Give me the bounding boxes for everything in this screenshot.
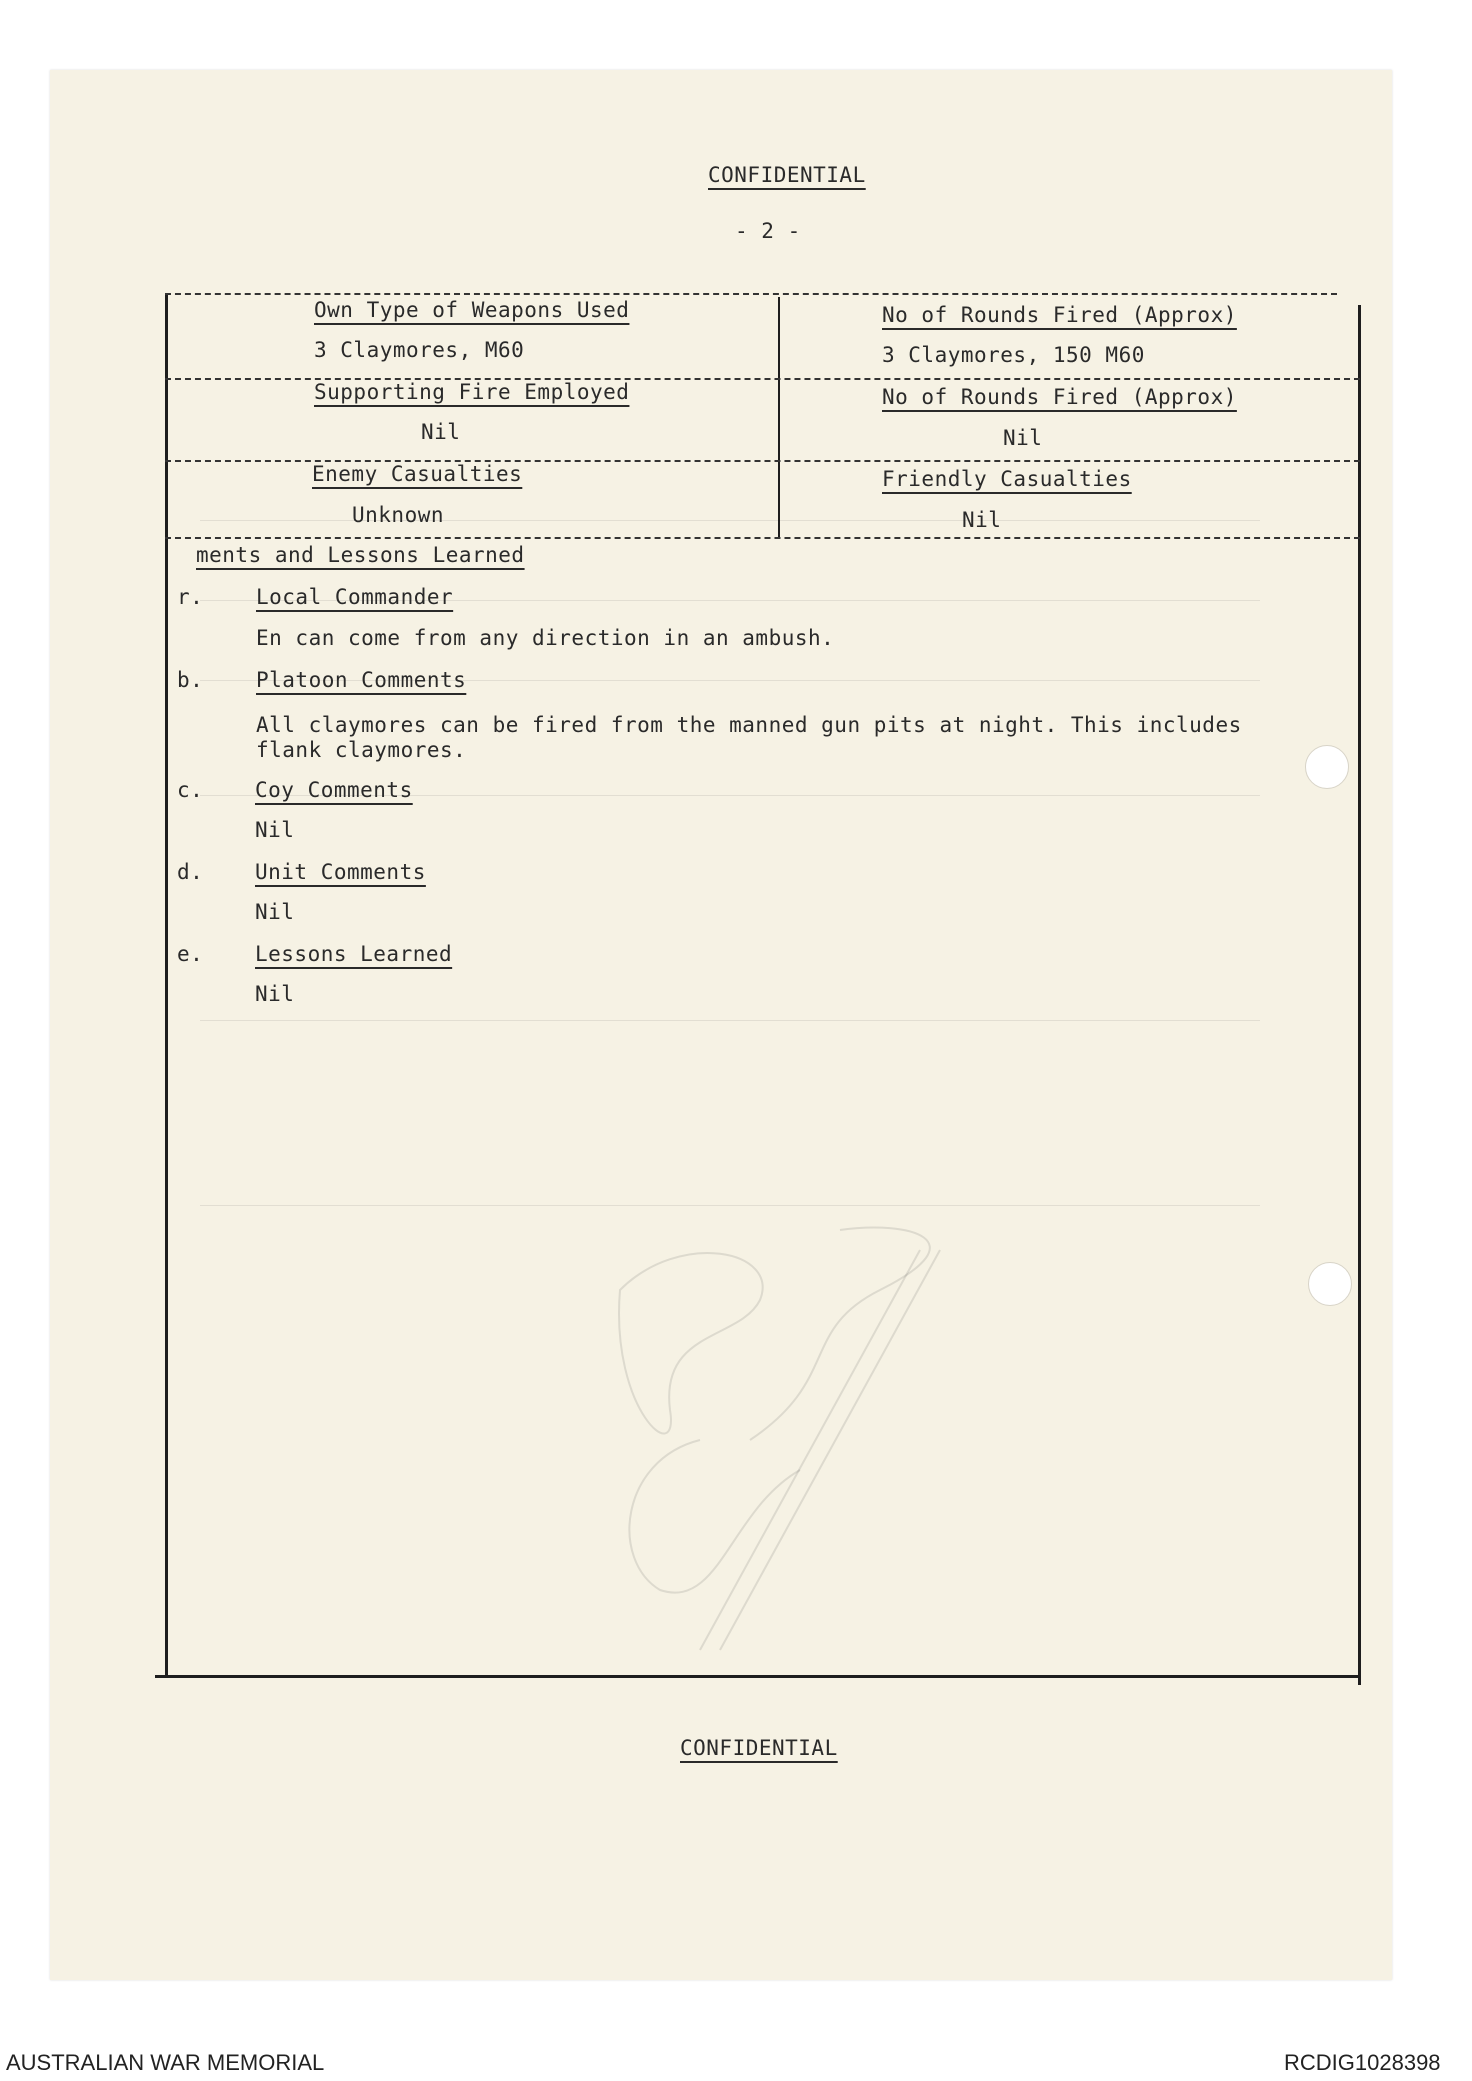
punch-hole xyxy=(1305,745,1349,789)
item-letter: r. xyxy=(177,585,204,609)
support-rounds-label: No of Rounds Fired (Approx) xyxy=(882,385,1237,409)
item-title: Platoon Comments xyxy=(256,668,467,692)
item-letter: d. xyxy=(177,860,204,884)
own-weapons-value: 3 Claymores, M60 xyxy=(314,338,525,362)
item-title: Unit Comments xyxy=(255,860,426,884)
own-weapons-label: Own Type of Weapons Used xyxy=(314,298,630,322)
page-number: - 2 - xyxy=(735,219,801,243)
supporting-fire-value: Nil xyxy=(421,420,461,444)
item-text: Nil xyxy=(255,982,295,1006)
rounds-fired-label: No of Rounds Fired (Approx) xyxy=(882,303,1237,327)
enemy-casualties-value: Unknown xyxy=(352,503,445,527)
supporting-fire-label: Supporting Fire Employed xyxy=(314,380,630,404)
item-text: Nil xyxy=(255,900,295,924)
friendly-casualties-label: Friendly Casualties xyxy=(882,467,1132,491)
enemy-casualties-label: Enemy Casualties xyxy=(312,462,523,486)
comments-heading: ments and Lessons Learned xyxy=(196,543,525,567)
archive-id: RCDIG1028398 xyxy=(1284,2050,1441,2075)
item-letter: e. xyxy=(177,942,204,966)
rounds-fired-value: 3 Claymores, 150 M60 xyxy=(882,343,1145,367)
item-text: En can come from any direction in an ambush. xyxy=(256,626,835,650)
bleed-sketch xyxy=(580,1210,1140,1670)
archive-credit: AUSTRALIAN WAR MEMORIAL xyxy=(6,2050,325,2075)
header-classification: CONFIDENTIAL xyxy=(708,163,866,187)
support-rounds-value: Nil xyxy=(1003,426,1043,450)
item-text: Nil xyxy=(255,818,295,842)
punch-hole xyxy=(1308,1262,1352,1306)
footer-classification: CONFIDENTIAL xyxy=(680,1736,838,1760)
item-title: Lessons Learned xyxy=(255,942,453,966)
item-letter: c. xyxy=(177,778,204,802)
item-text: All claymores can be fired from the manned gun pits at night. This includes xyxy=(256,713,1242,737)
item-title: Coy Comments xyxy=(255,778,413,802)
item-letter: b. xyxy=(177,668,204,692)
friendly-casualties-value: Nil xyxy=(962,508,1002,532)
document-sheet xyxy=(50,70,1392,1980)
item-text: flank claymores. xyxy=(256,738,467,762)
item-title: Local Commander xyxy=(256,585,454,609)
